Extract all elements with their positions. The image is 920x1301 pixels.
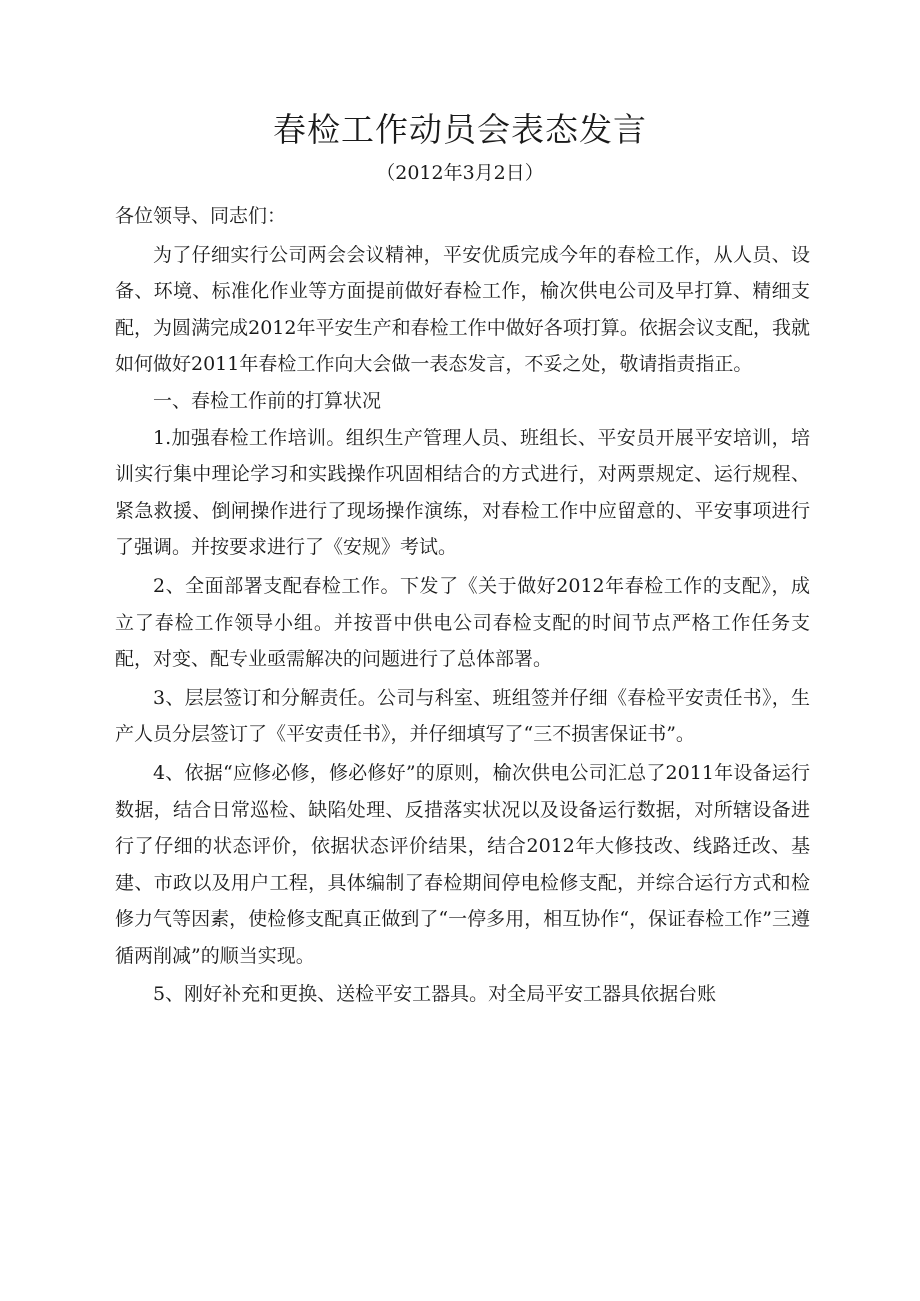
document-body [115,198,810,1013]
document-date: （2012年3月2日） [376,162,544,184]
paragraph-item-1: 1.加强春检工作培训。组织生产管理人员、班组长、平安员开展平安培训，培训实行集中理论学习和实践操作巩固相结合的方式进行，对两票规定、运行规程、紧急救援、倒闸操作进行了现场操作演练，对春检工作中应留意的、平安事项进行了强调。并按要求进行了《安规》考试。 [115,426,810,559]
paragraph-item-2: 2、全面部署支配春检工作。下发了《关于做好2012年春检工作的支配》，成立了春检工作领导小组。并按晋中供电公司春检支配的时间节点严格工作任务支配，对变、配专业亟需解决的问题进行了总体部署。 [115,574,810,671]
greeting: 各位领导、同志们： [115,205,287,227]
paragraph-item-4: 4、依据“应修必修，修必修好”的原则，榆次供电公司汇总了2011年设备运行数据，结合日常巡检、缺陷处理、反措落实状况以及设备运行数据，对所辖设备进行了仔细的状态评价，依据状态评价结果，结合2012年大修技改、线路迁改、基建、市政以及用户工程，具体编制了春检期间停电检修支配，并综合运行方式和检修力气等因素，使检修支配真正做到了“一停多用，相互协作“，保证春检工作”三遵循两削减”的顺当实现。 [115,761,810,967]
paragraph-intro: 为了仔细实行公司两会会议精神，平安优质完成今年的春检工作，从人员、设备、环境、标准化作业等方面提前做好春检工作，榆次供电公司及早打算、精细支配，为圆满完成2012年平安生产和春检工作中做好各项打算。依据会议支配，我就如何做好2011年春检工作向大会做一表态发言，不妥之处，敬请指责指正。 [115,243,810,376]
paragraph-item-5: 5、刚好补充和更换、送检平安工器具。对全局平安工器具依据台账 [153,983,717,1006]
section-heading: 一、春检工作前的打算状况 [153,389,382,412]
document-title: 春检工作动员会表态发言 [273,110,647,149]
paragraph-item-3: 3、层层签订和分解责任。公司与科室、班组签并仔细《春检平安责任书》，生产人员分层签订了《平安责任书》，并仔细填写了“三不损害保证书”。 [115,686,810,746]
